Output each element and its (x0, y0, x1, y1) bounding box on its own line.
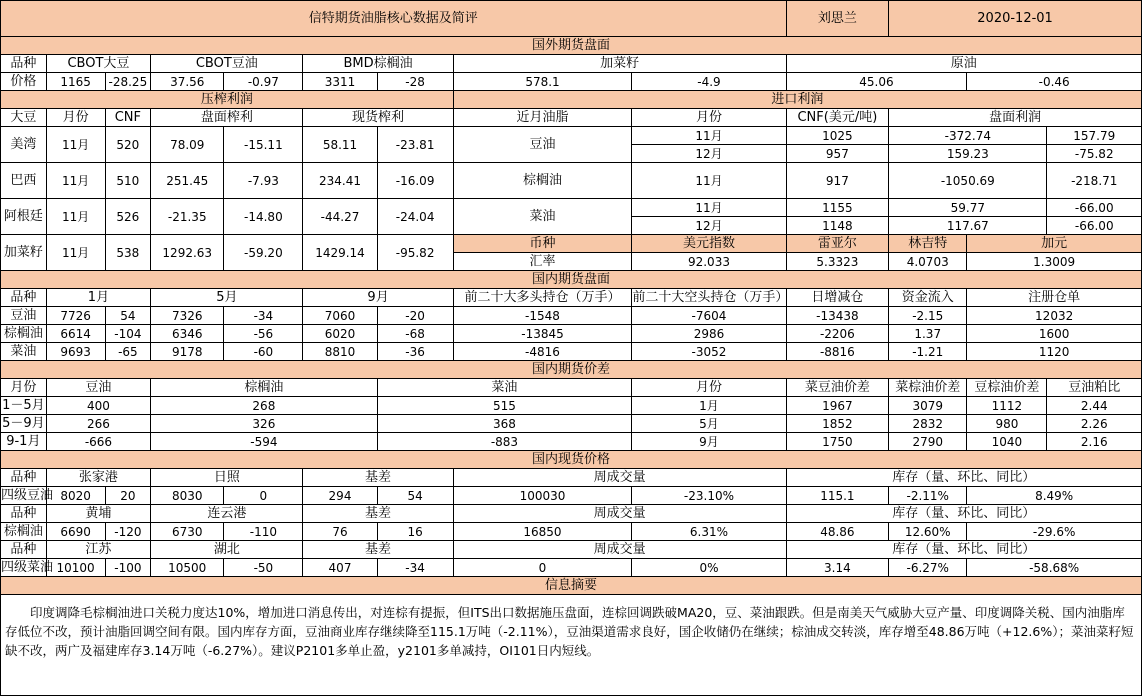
import-cell: 157.79 (1047, 127, 1142, 145)
spread-cell: 9月 (632, 433, 786, 451)
fx-header: 美元指数 (632, 235, 786, 253)
spot-cell: 四级豆油 (1, 487, 54, 503)
section-crush-margin: 压榨利润 (1, 91, 454, 109)
spot-cell: -6.27% (889, 559, 967, 577)
spot-cell: 16 (377, 523, 453, 541)
domfut-cell: -65 (105, 343, 151, 361)
import-oil-name: 豆油 (453, 127, 632, 163)
domfut-header: 9月 (303, 289, 453, 307)
spot-cell: -29.6% (967, 523, 1142, 541)
foreign-cell: 37.56 (151, 73, 224, 91)
spread-header: 菜油 (377, 379, 632, 397)
section-summary: 信息摘要 (1, 577, 1142, 595)
section-futures-spread: 国内期货价差 (1, 361, 1142, 379)
domfut-cell: -68 (377, 325, 453, 343)
domfut-cell: 1120 (967, 343, 1142, 361)
crush-header: CNF (105, 109, 151, 127)
spot-cell: 48.86 (786, 523, 889, 541)
domfut-cell: 7326 (151, 307, 224, 325)
domfut-cell: -60 (224, 343, 303, 361)
import-oil-name: 菜油 (453, 199, 632, 235)
domfut-cell: 棕榈油 (1, 325, 47, 343)
import-cell: 917 (786, 163, 889, 199)
spot-cell: 76 (303, 523, 377, 541)
spot-header: 品种 (1, 505, 47, 523)
domfut-header: 5月 (151, 289, 303, 307)
crush-cell: 78.09 (151, 127, 224, 163)
domfut-header: 日增减仓 (786, 289, 889, 307)
spread-cell: 1－5月 (2, 397, 45, 413)
domfut-cell: 8810 (303, 343, 377, 361)
spread-cell: 1112 (967, 397, 1047, 415)
import-cell: 12月 (632, 145, 786, 163)
spread-cell: 5月 (632, 415, 786, 433)
spot-cell: -100 (105, 559, 151, 577)
spot-cell: 6730 (151, 523, 224, 541)
domfut-header: 1月 (46, 289, 151, 307)
spread-cell: 266 (46, 415, 151, 433)
import-cell: 1148 (786, 217, 889, 235)
foreign-header: CBOT大豆 (46, 55, 151, 73)
domfut-cell: -34 (224, 307, 303, 325)
import-cell: -66.00 (1047, 199, 1142, 217)
spread-cell: 980 (967, 415, 1047, 433)
spread-header: 菜棕油价差 (889, 379, 967, 397)
domfut-header: 注册仓单 (967, 289, 1142, 307)
crush-header: 盘面榨利 (151, 109, 303, 127)
crush-cell: 510 (105, 163, 151, 199)
spread-header: 豆油粕比 (1047, 379, 1142, 397)
spot-cell: 54 (377, 487, 453, 505)
import-cell: -218.71 (1047, 163, 1142, 199)
crush-cell: -21.35 (151, 199, 224, 235)
spot-header: 江苏 (46, 541, 151, 559)
spread-cell: 5－9月 (2, 415, 45, 431)
spot-cell: 407 (303, 559, 377, 577)
spot-header: 库存（量、环比、同比） (786, 541, 1141, 559)
spot-cell: -34 (377, 559, 453, 577)
spot-cell: 10500 (151, 559, 224, 577)
crush-cell: 美湾 (1, 127, 47, 163)
crush-cell: 1292.63 (151, 235, 224, 271)
spread-cell: 2832 (889, 415, 967, 433)
spread-cell: 268 (151, 397, 377, 415)
domfut-cell: 6020 (303, 325, 377, 343)
import-cell: -1050.69 (889, 163, 1047, 199)
summary-text: 印度调降毛棕榈油进口关税力度达10%，增加进口消息传出，对连棕有提振，但ITS出口数据施压盘面，连棕回调跌破MA20，豆、菜油跟跌。但是南美天气威胁大豆产量、印度调降关税、国内油脂库存低位不改，预计油脂回调空间有限。国内库存方面，豆油商业库存继续降至115.1万吨（-2.11%），豆油渠道需求良好，国企收储仍在继续；棕油成交转淡，库存增至48.86万吨（+12.6%）；菜油菜籽短缺不改，两广及福建库存3.14万吨（-6.27%）。建议P2101多单止盈，y2101多单减持，OI101日内短线。 (1, 595, 1142, 696)
import-cell: 12月 (632, 217, 786, 235)
spot-header: 品种 (1, 469, 47, 487)
section-spot-price: 国内现货价格 (1, 451, 1142, 469)
spot-cell: 115.1 (786, 487, 889, 505)
domfut-cell: 6614 (46, 325, 105, 343)
spread-cell: 326 (151, 415, 377, 433)
crush-cell: 11月 (46, 199, 105, 235)
spot-header: 基差 (303, 541, 453, 559)
spot-header: 连云港 (151, 505, 303, 523)
spot-cell: 8030 (151, 487, 224, 505)
author: 刘思兰 (786, 1, 889, 37)
spot-cell: 8020 (46, 487, 105, 505)
section-domestic-futures: 国内期货盘面 (1, 271, 1142, 289)
spot-header: 周成交量 (453, 541, 786, 559)
domfut-cell: -104 (105, 325, 151, 343)
spot-cell: -2.11% (889, 487, 967, 505)
foreign-cell: 1165 (46, 73, 105, 91)
spot-cell: 12.60% (889, 523, 967, 541)
import-cell: 117.67 (889, 217, 1047, 235)
foreign-header: 原油 (786, 55, 1141, 73)
domfut-cell: 54 (105, 307, 151, 325)
domfut-cell: -1.21 (889, 343, 967, 361)
spot-cell: 四级菜油 (1, 559, 54, 575)
crush-cell: 11月 (46, 235, 105, 271)
spot-cell: 20 (105, 487, 151, 505)
domfut-cell: -2.15 (889, 307, 967, 325)
import-cell: 59.77 (889, 199, 1047, 217)
spread-cell: 1月 (632, 397, 786, 415)
fx-cell: 汇率 (453, 253, 632, 271)
foreign-cell: -28 (377, 73, 453, 91)
spread-header: 月份 (1, 379, 47, 397)
domfut-cell: 2986 (632, 325, 786, 343)
crush-cell: -23.81 (377, 127, 453, 163)
import-cell: 1025 (786, 127, 889, 145)
domfut-cell: 菜油 (1, 343, 47, 361)
crush-cell: -7.93 (224, 163, 303, 199)
import-cell: -372.74 (889, 127, 1047, 145)
crush-cell: -95.82 (377, 235, 453, 271)
spread-cell: 2790 (889, 433, 967, 451)
crush-header: 大豆 (1, 109, 47, 127)
foreign-cell: 45.06 (786, 73, 967, 91)
fx-header: 币种 (453, 235, 632, 253)
crush-cell: 11月 (46, 163, 105, 199)
spread-cell: 2.26 (1047, 415, 1142, 433)
crush-header: 现货榨利 (303, 109, 453, 127)
import-cell: -66.00 (1047, 217, 1142, 235)
spread-cell: 515 (377, 397, 632, 415)
section-foreign-futures: 国外期货盘面 (1, 37, 1142, 55)
foreign-cell: -0.46 (967, 73, 1142, 91)
crush-cell: 阿根廷 (1, 199, 47, 235)
import-cell: 11月 (632, 199, 786, 217)
domfut-cell: -56 (224, 325, 303, 343)
domfut-cell: -13438 (786, 307, 889, 325)
spot-cell: -50 (224, 559, 303, 577)
spot-header: 黄埔 (46, 505, 151, 523)
fx-header: 雷亚尔 (786, 235, 889, 253)
import-header: 近月油脂 (453, 109, 632, 127)
spread-cell: 9-1月 (1, 433, 47, 451)
spread-cell: 2.44 (1047, 397, 1142, 415)
domfut-header: 品种 (1, 289, 47, 307)
domfut-cell: -2206 (786, 325, 889, 343)
foreign-header: 加菜籽 (453, 55, 786, 73)
crush-cell: -24.04 (377, 199, 453, 235)
spot-header: 张家港 (46, 469, 151, 487)
domfut-header: 资金流入 (889, 289, 967, 307)
spot-header: 品种 (1, 541, 47, 559)
spread-cell: -883 (377, 433, 632, 451)
foreign-cell: 3311 (303, 73, 377, 91)
spot-cell: -120 (105, 523, 151, 541)
import-header: CNF(美元/吨) (786, 109, 889, 127)
crush-cell: 520 (105, 127, 151, 163)
import-oil-name: 棕榈油 (453, 163, 632, 199)
crush-cell: 526 (105, 199, 151, 235)
domfut-cell: -4816 (453, 343, 632, 361)
domfut-header: 前二十大空头持仓（万手） (632, 289, 789, 305)
spot-cell: 8.49% (967, 487, 1142, 505)
domfut-cell: -3052 (632, 343, 786, 361)
fx-cell: 92.033 (632, 253, 786, 271)
import-cell: 957 (786, 145, 889, 163)
spot-header: 周成交量 (453, 505, 786, 523)
domfut-cell: -8816 (786, 343, 889, 361)
import-cell: 1155 (786, 199, 889, 217)
spread-header: 豆油 (46, 379, 151, 397)
spot-cell: 棕榈油 (1, 523, 47, 541)
spread-cell: 1750 (786, 433, 889, 451)
fx-cell: 5.3323 (786, 253, 889, 271)
crush-cell: -44.27 (303, 199, 377, 235)
foreign-header: CBOT豆油 (151, 55, 303, 73)
spread-cell: 1040 (967, 433, 1047, 451)
domfut-cell: -20 (377, 307, 453, 325)
crush-cell: 1429.14 (303, 235, 377, 271)
crush-cell: -59.20 (224, 235, 303, 271)
spot-cell: -110 (224, 523, 303, 541)
domfut-cell: 7726 (46, 307, 105, 325)
spread-cell: -594 (151, 433, 377, 451)
spot-header: 基差 (303, 505, 453, 523)
spot-cell: 0% (632, 559, 786, 577)
crush-cell: -14.80 (224, 199, 303, 235)
spot-cell: -58.68% (967, 559, 1142, 577)
domfut-cell: 1.37 (889, 325, 967, 343)
crush-cell: 巴西 (1, 163, 47, 199)
spread-cell: 2.16 (1047, 433, 1142, 451)
crush-cell: 11月 (46, 127, 105, 163)
domfut-cell: -1548 (453, 307, 632, 325)
import-header: 月份 (632, 109, 786, 127)
spot-header: 基差 (303, 469, 453, 487)
domfut-cell: -7604 (632, 307, 786, 325)
report-title: 信特期货油脂核心数据及简评 (1, 1, 787, 37)
import-cell: -75.82 (1047, 145, 1142, 163)
spot-cell: 0 (453, 559, 632, 577)
spread-cell: 368 (377, 415, 632, 433)
section-import-profit: 进口利润 (453, 91, 1141, 109)
spot-header: 周成交量 (453, 469, 786, 487)
report-date: 2020-12-01 (889, 1, 1142, 37)
spread-cell: 1967 (786, 397, 889, 415)
crush-cell: -15.11 (224, 127, 303, 163)
fx-cell: 1.3009 (967, 253, 1142, 271)
domfut-header: 前二十大多头持仓（万手） (453, 289, 632, 307)
spot-header: 库存（量、环比、同比） (786, 505, 1141, 523)
domfut-cell: 9178 (151, 343, 224, 361)
spread-header: 月份 (632, 379, 786, 397)
crush-cell: 234.41 (303, 163, 377, 199)
fx-header: 加元 (967, 235, 1142, 253)
import-cell: 11月 (632, 127, 786, 145)
domfut-cell: 6346 (151, 325, 224, 343)
crush-cell: 加菜籽 (1, 235, 47, 271)
spread-header: 棕榈油 (151, 379, 377, 397)
domfut-cell: -13845 (453, 325, 632, 343)
domfut-cell: 7060 (303, 307, 377, 325)
spot-cell: 0 (224, 487, 303, 505)
spot-cell: 6.31% (632, 523, 786, 541)
spread-cell: 400 (46, 397, 151, 415)
domfut-cell: 12032 (967, 307, 1142, 325)
fx-cell: 4.0703 (889, 253, 967, 271)
foreign-cell: -0.97 (224, 73, 303, 91)
crush-cell: 538 (105, 235, 151, 271)
domfut-cell: -36 (377, 343, 453, 361)
spot-cell: -23.10% (632, 487, 786, 505)
spot-header: 库存（量、环比、同比） (786, 469, 1141, 487)
import-cell: 11月 (632, 163, 786, 199)
foreign-cell: 价格 (1, 73, 47, 91)
foreign-cell: -28.25 (105, 73, 151, 91)
spot-cell: 16850 (453, 523, 632, 541)
foreign-header: 品种 (1, 55, 47, 73)
crush-cell: 58.11 (303, 127, 377, 163)
foreign-cell: -4.9 (632, 73, 786, 91)
import-header: 盘面利润 (889, 109, 1142, 127)
foreign-header: BMD棕榈油 (303, 55, 453, 73)
spread-header: 豆棕油价差 (967, 379, 1047, 397)
spread-cell: 3079 (889, 397, 967, 415)
spot-header: 湖北 (151, 541, 303, 559)
spot-cell: 3.14 (786, 559, 889, 577)
spot-cell: 6690 (46, 523, 105, 541)
spread-cell: -666 (46, 433, 151, 451)
spread-header: 菜豆油价差 (786, 379, 889, 397)
import-cell: 159.23 (889, 145, 1047, 163)
fx-header: 林吉特 (889, 235, 967, 253)
spread-cell: 1852 (786, 415, 889, 433)
domfut-cell: 9693 (46, 343, 105, 361)
crush-header: 月份 (46, 109, 105, 127)
spot-header: 日照 (151, 469, 303, 487)
domfut-cell: 豆油 (1, 307, 47, 325)
crush-cell: 251.45 (151, 163, 224, 199)
crush-cell: -16.09 (377, 163, 453, 199)
foreign-cell: 578.1 (453, 73, 632, 91)
spot-cell: 10100 (46, 559, 105, 577)
spot-cell: 100030 (453, 487, 632, 505)
spot-cell: 294 (303, 487, 377, 505)
domfut-cell: 1600 (967, 325, 1142, 343)
